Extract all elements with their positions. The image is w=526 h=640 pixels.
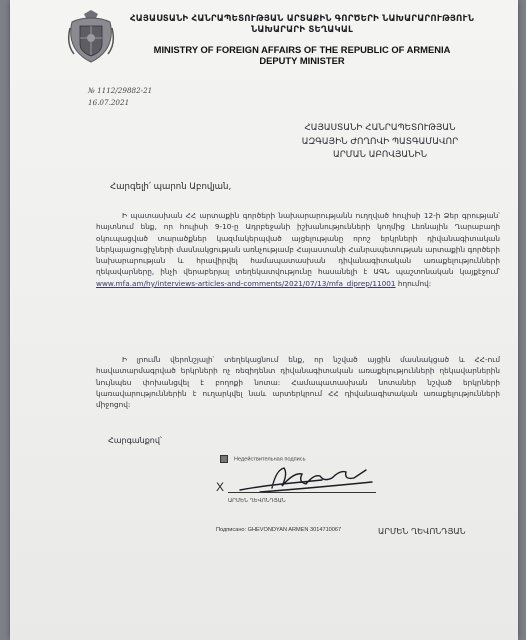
digital-signer-info: Подписано: GHEVONDYAN ARMEN 3014710067 [216, 527, 342, 533]
signature-status-icon [220, 455, 228, 463]
letter-page [10, 0, 518, 640]
addressee-line: ԱՐՄԱՆ ԱԲՈՎՅԱՆԻՆ [332, 150, 428, 160]
reference-number: № 1112/29882-21 [88, 86, 153, 95]
handwritten-signature [232, 460, 382, 500]
ministry-name-armenian: ՀԱՅԱՍՏԱՆԻ ՀԱՆՐԱՊԵՏՈՒԹՅԱՆ ԱՐՏԱՔԻՆ ԳՈՐԾԵՐԻ ՆԱԽԱՐԱՐՈՒԹՅՈՒՆ ՆԱԽԱՐԱՐԻ ՏԵՂԱԿԱԼ [129, 14, 475, 35]
addressee-line: ԱԶԳԱՅԻՆ ԺՈՂՈՎԻ ՊԱՏԳԱՄԱՎՈՐ [301, 136, 459, 147]
signature-x-mark: X [216, 480, 225, 494]
addressee-block [260, 122, 500, 163]
body-paragraph-2: Ի լրումն վերոնշյալի՝ տեղեկացնում ենք, որ նշված այցին մասնակցած և ՀՀ-ում հավատարմագրված երկրների ոչ ռեզիդենտ դիվանագիտական առաքելությունների ղեկավարներին նույնպես փոխանցվել է բողոքի նոտա: Համապատասխան նոտաներ նշված երկրների կառավարություններին է ուղարկվել նաև արտերկրում ՀՀ դիվանագիտական առաքելությունների միջոցով: [96, 355, 500, 410]
signature-caption: ԱՐՄԵՆ ՂԵՎՈՆԴՅԱՆ [228, 498, 286, 504]
ministry-name-english: MINISTRY OF FOREIGN AFFAIRS OF THE REPUBLIC OF ARMENIA DEPUTY MINISTER [153, 44, 451, 66]
closing-phrase: Հարգանքով՝ [108, 436, 162, 445]
mfa-website-link[interactable]: www.mfa.am/hy/interviews-articles-and-comments/2021/07/13/mfa_diprep/11001 [96, 278, 396, 288]
signer-name: ԱՐՄԵՆ ՂԵՎՈՆԴՅԱՆ [378, 526, 466, 536]
signature-line [228, 492, 376, 493]
salutation: Հարգելի՛ պարոն Աբովյան, [110, 182, 232, 192]
coat-of-arms-emblem [66, 8, 116, 64]
electronic-signature-label: Недействительная подпись [220, 455, 306, 463]
reference-date: 16.07.2021 [88, 98, 130, 107]
addressee-line: ՀԱՅԱՍՏԱՆԻ ՀԱՆՐԱՊԵՏՈՒԹՅԱՆ [304, 123, 456, 133]
body-paragraph-1: Ի պատասխան ՀՀ արտաքին գործերի նախարարությանն ուղղված հուլիսի 12-ի Ձեր գրության՝ հայտնում ենք, որ հուլիսի 9-10-ը Ադրբեջանի իշխանությունների կողմից Լեռնային Ղարաբաղի օկուպացված տարածքներ կազմակերպված այցելությանը որոշ երկրների դիվանագիտական ներկայացուցիչների մասնակցության առնչությամբ Հայաստանի Հանրապետության արտաքին գործերի նախարարության և հրավիրվել համապատասխան դիվանագիտական առաքելությունների ղեկավարները, ինչի վերաբերյալ տեղեկատվությունը հասանելի է ԱԳՆ պաշտոնական կայքէջում՝ www.mfa.am/hy/interviews-articles-and-comments/2021/07/13/mfa_diprep/11001 հղումով: [96, 211, 500, 288]
